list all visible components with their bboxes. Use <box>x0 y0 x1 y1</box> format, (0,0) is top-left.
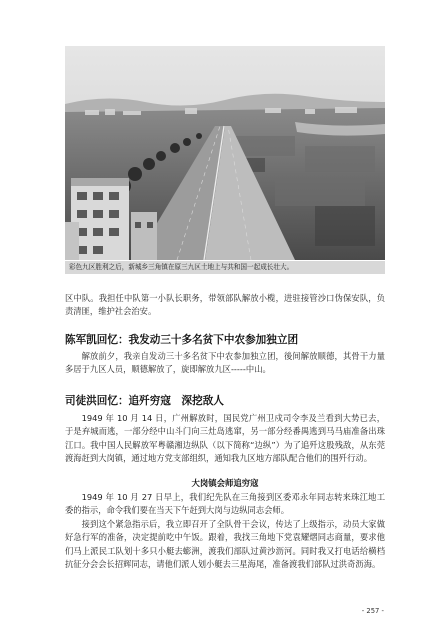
town-aerial-image <box>65 46 385 260</box>
photo-caption: 彩色九区胜利之后，新城乡三角镇在原三九区土地上与共和国一起成长壮大。 <box>65 261 385 274</box>
paragraph-emergency-orders: 接到这个紧急指示后，我立即召开了全队骨干会议，传达了上级指示，动员大家做好急行军的准备，决定提前吃中午饭。跟着，我找三角地下党袁耀熠同志商量，要求他们马上派民工队划十多只小艇去蟛洲，渡我们部队过黄沙沥河。同时我又打电话给横档抗征分会会长招辉同志，请他们派人划小艇去三星海尾，准备渡我们部队过洪奇沥海。 <box>65 519 385 570</box>
paragraph-guangzhou-liberation: 1949 年 10 月 14 日，广州解放时，国民党广州卫戍司令李及兰看到大势已去，于是弃城而逃，一部分经中山斗门向三灶岛逃窜，另一部分经番禺逃到马马庙准备出珠江口。我中国人民解放军粤赣湘边纵队（以下简称“边纵”）为了追歼这股残敌，从东莞渡海赶到大岗镇，通过地方党支部组织，通知我九区地方部队配合他们的围歼行动。 <box>65 413 385 464</box>
paragraph-oct-27: 1949 年 10 月 27 日早上，我们纪先队在三角接到区委邓永年同志转来珠江地工委的指示，命令我们要在当天下午赶到大岗与边纵同志会师。 <box>65 492 385 516</box>
paragraph-continued: 区中队。我担任中队第一小队长职务，带领部队解放小榄，进驻接管沙口伪保安队，负责清匪，维护社会治安。 <box>65 293 385 317</box>
page-number: - 257 - <box>361 607 384 615</box>
subheading-dagang-meeting: 大岗镇会师追穷寇 <box>191 478 259 488</box>
section-heading-situ-hong: 司徒洪回忆：追歼穷寇 深挖敌人 <box>65 395 224 407</box>
paragraph-chen-junkai: 解放前夕，我亲自发动三十多名贫下中农参加独立团，後间解放顺德，其骨干力量多居于九区人员，顺德解放了，旋即解放九区-----中山。 <box>65 351 385 375</box>
town-aerial-photo <box>65 46 385 260</box>
section-heading-chen-junkai: 陈军凯回忆：我发动三十多名贫下中农参加独立团 <box>65 334 299 346</box>
